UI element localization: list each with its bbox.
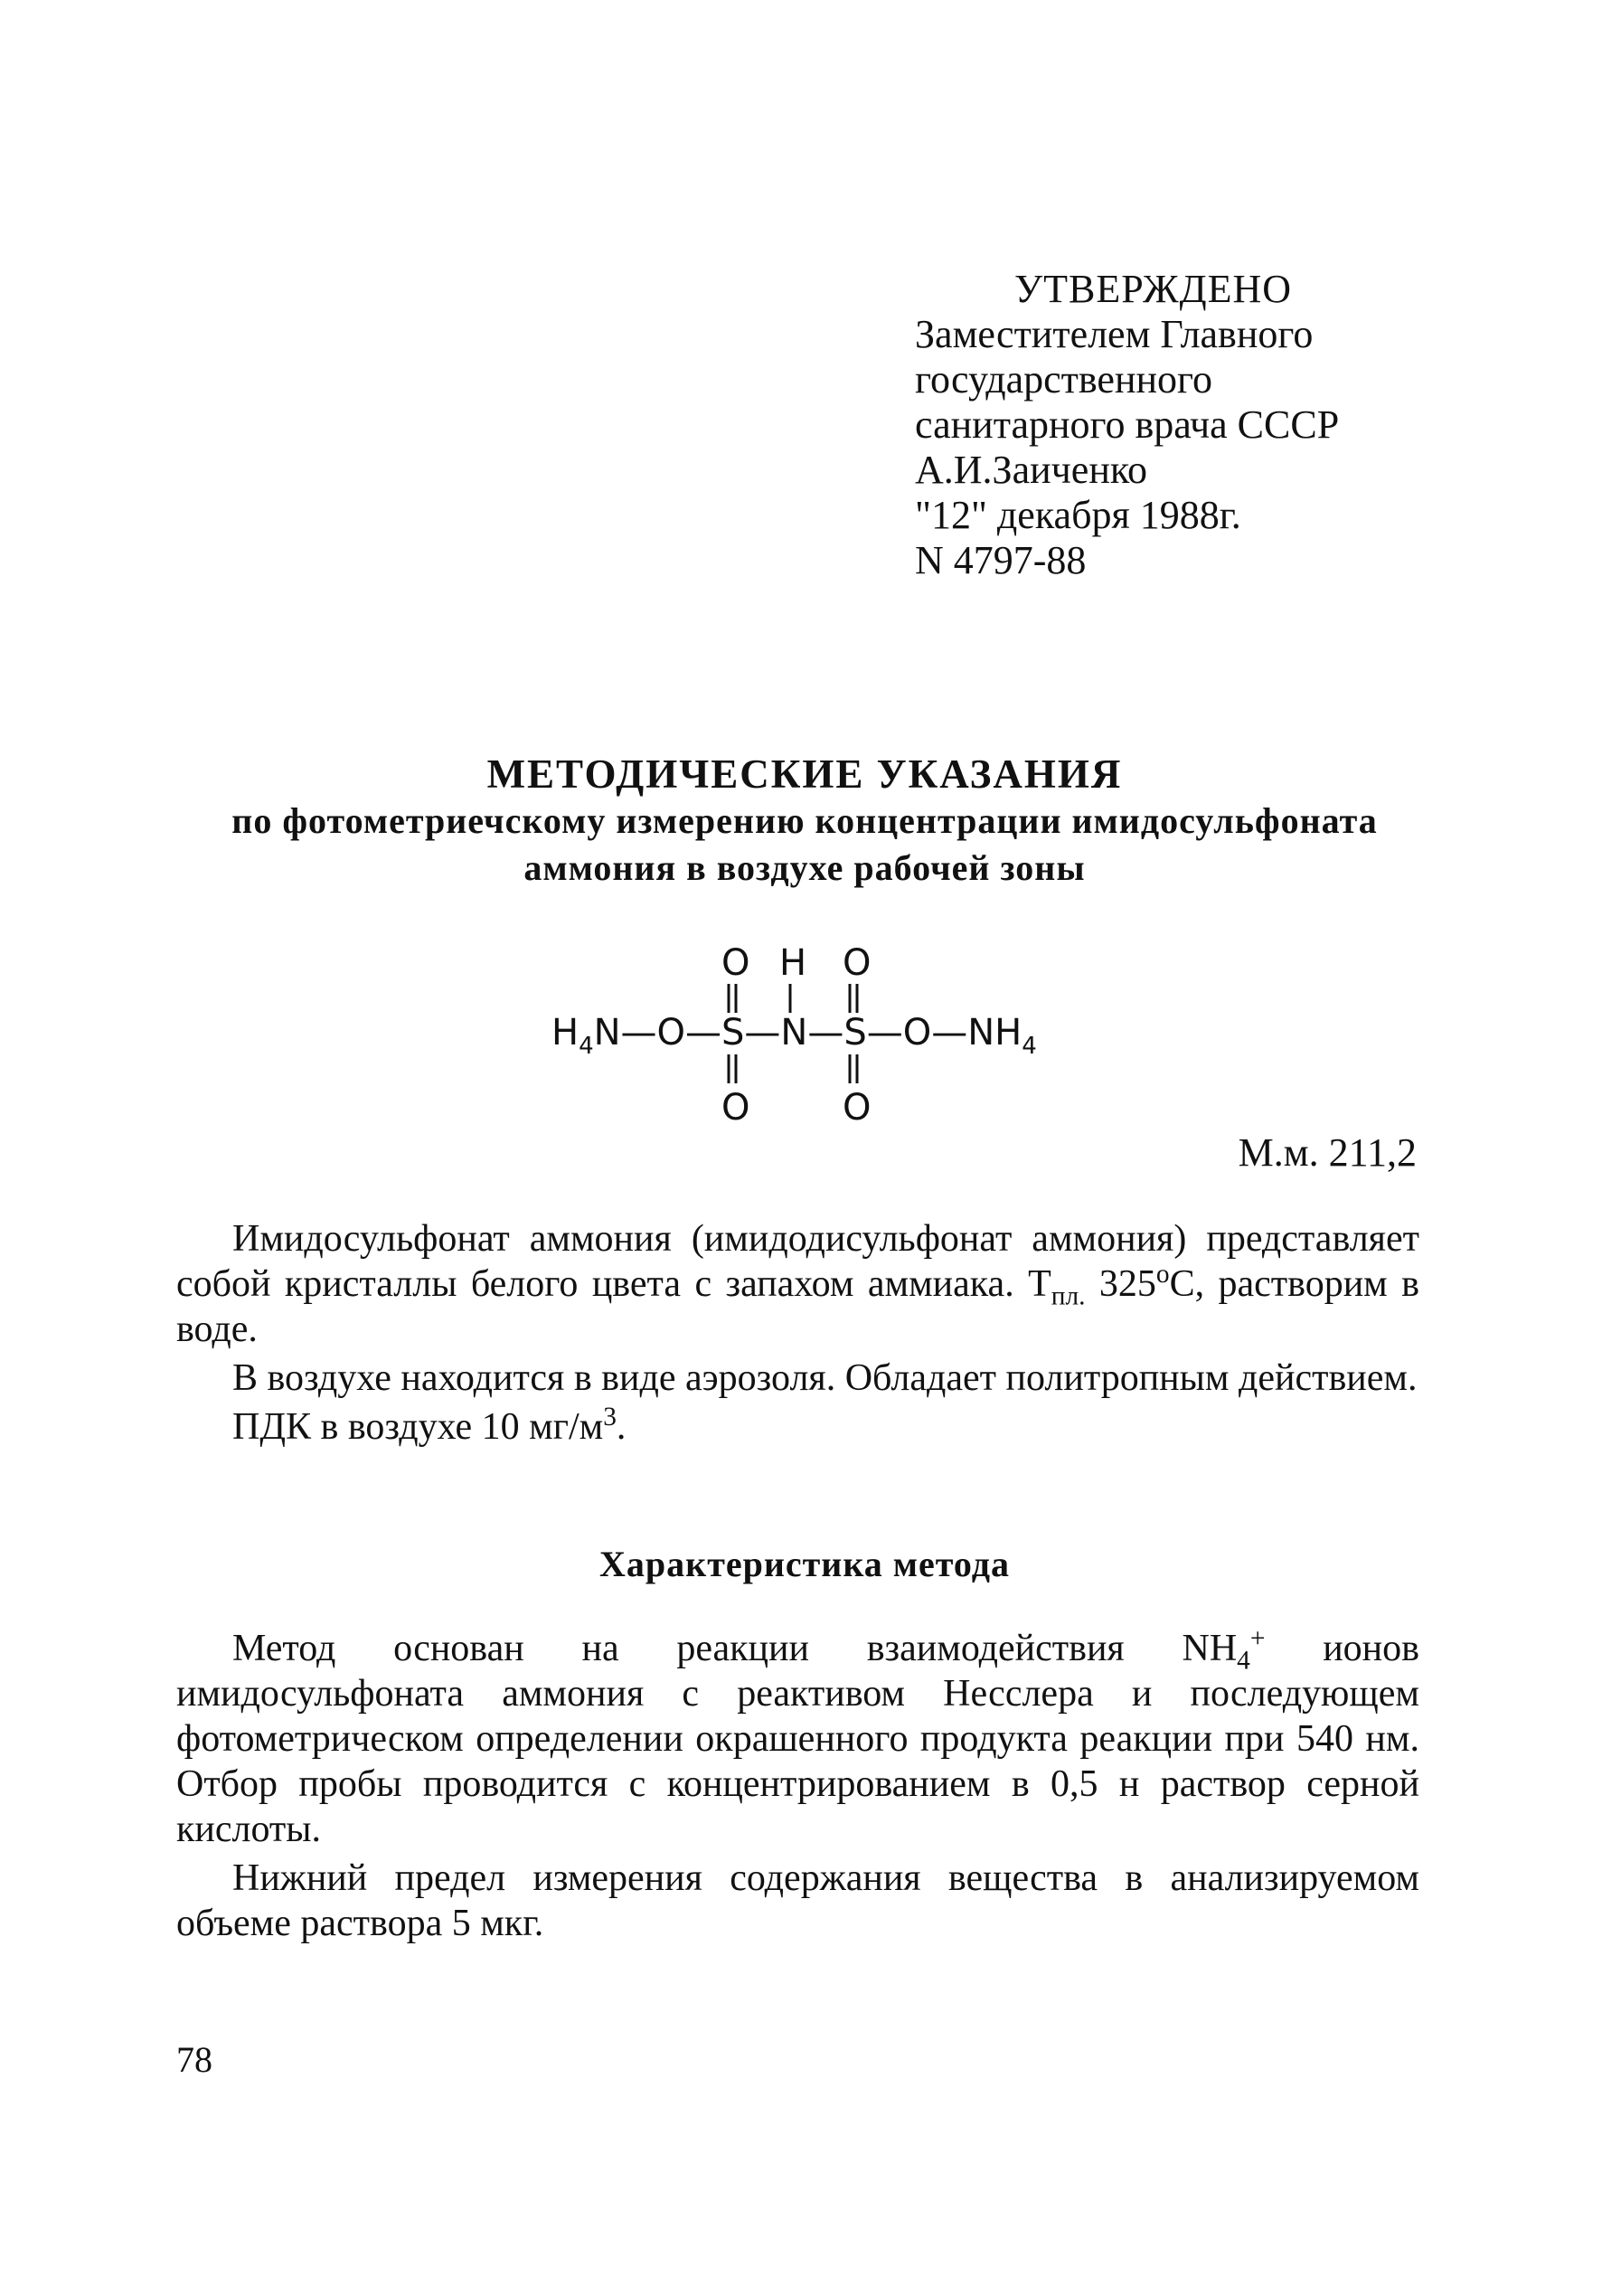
method-paragraph-2: Нижний предел измерения содержания вещества в анализируемом объеме раствора 5 мкг. <box>176 1857 1419 1944</box>
properties-text <box>176 1216 1419 1453</box>
title-main: МЕТОДИЧЕСКИЕ УКАЗАНИЯ <box>486 751 1123 797</box>
formula-oxygen-top-1: O <box>721 942 750 984</box>
approval-line: государственного <box>915 357 1212 402</box>
molar-mass: М.м. 211,2 <box>1238 1130 1417 1175</box>
properties-paragraph-1: Имидосульфонат аммония (имидодисульфонат аммония) представляет собой кристаллы белого цвета с запахом аммиака. $Т_{пл.}$ $325^оС$, растворим в воде. <box>176 1218 1419 1350</box>
properties-paragraph-2: В воздухе находится в виде аэрозоля. Обладает политропным действием. <box>232 1357 1418 1399</box>
formula-bonds-bottom <box>729 1054 857 1083</box>
approval-block <box>915 267 1475 583</box>
formula-oxygen-bottom-2: O <box>843 1087 872 1129</box>
method-text <box>176 1626 1419 1950</box>
title-subtitle-line2: аммония в воздухе рабочей зоны <box>523 847 1086 888</box>
approval-line: А.И.Заиченко <box>915 448 1148 492</box>
formula-hydrogen-top: H <box>779 942 807 984</box>
formula-chain: $H_4N—O—S—N—S—O—NH_4$ <box>551 1012 1037 1060</box>
section-title: Характеристика метода <box>599 1544 1010 1584</box>
formula-oxygen-bottom-1: O <box>721 1087 750 1129</box>
approval-line: санитарного врача СССР <box>915 402 1340 447</box>
document-title <box>127 751 1483 892</box>
approval-line: "12" декабря 1988г. <box>915 493 1241 537</box>
structural-formula <box>542 940 1103 1130</box>
properties-paragraph-3: ПДК в воздухе 10 $мг/м^3$. <box>232 1403 627 1448</box>
formula-oxygen-top-2: O <box>843 942 872 984</box>
page-number: 78 <box>176 2039 212 2080</box>
approval-line: N 4797-88 <box>915 538 1087 582</box>
formula-bonds-top <box>729 984 857 1013</box>
approval-line: Заместителем Главного <box>915 312 1314 356</box>
title-subtitle-line1: по фотометриечскому измерению концентрации имидосульфоната <box>231 800 1378 841</box>
approval-stamp: УТВЕРЖДЕНО <box>1014 267 1293 311</box>
method-paragraph-1: Метод основан на реакции взаимодействия $NH_4^+$ ионов имидосульфоната аммония с реактивом Несслера и последующем фотометрическом определении окрашенного продукта реакции при 540 нм. Отбор пробы проводится с концентрированием в 0,5 н раствор серной кислоты. <box>176 1624 1419 1850</box>
